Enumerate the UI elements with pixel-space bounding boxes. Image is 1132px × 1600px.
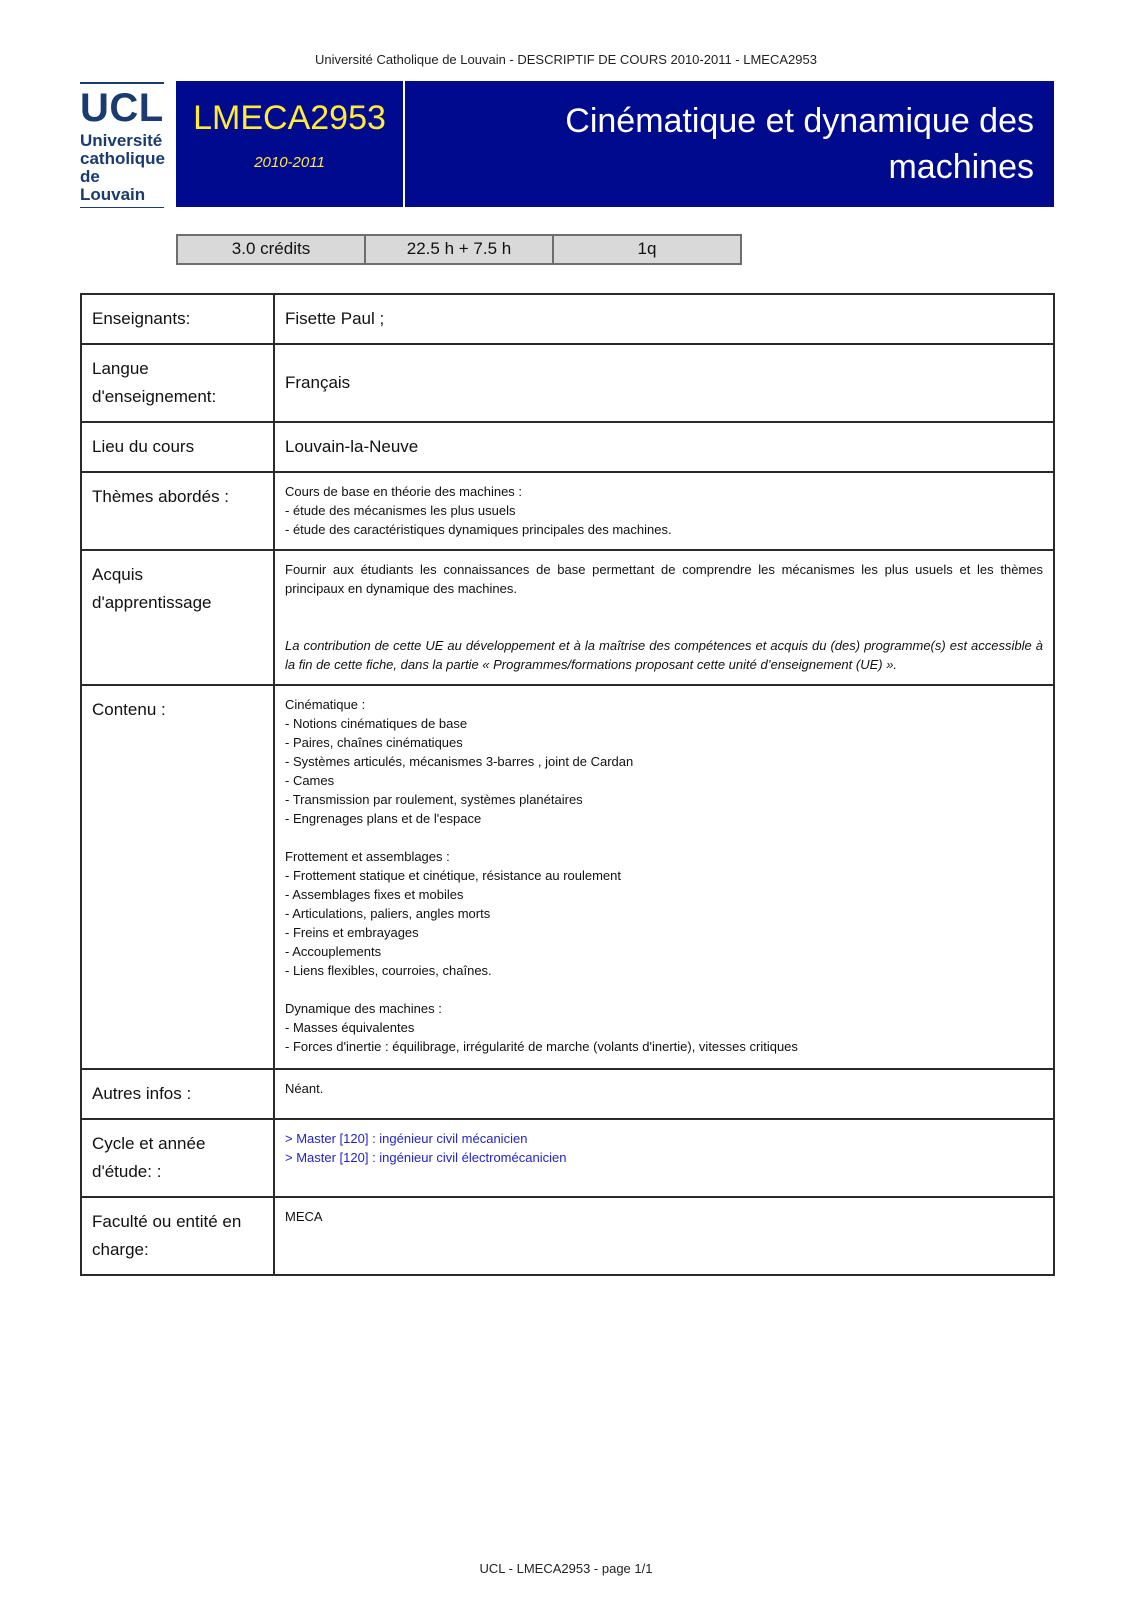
- acquis-text: Fournir aux étudiants les connaissances de base permettant de comprendre les mécanismes les plus usuels et les thèmes principaux en dynamique des machines.: [285, 562, 1043, 596]
- contenu-line: - Systèmes articulés, mécanismes 3-barres , joint de Cardan: [285, 754, 634, 769]
- value-lieu: Louvain-la-Neuve: [274, 422, 1054, 472]
- logo-rule-bottom: [80, 207, 164, 209]
- label-lieu: Lieu du cours: [81, 422, 274, 472]
- value-langue: Français: [274, 344, 1054, 422]
- logo-line-1: Université: [80, 130, 163, 150]
- logo-acronym: UCL: [80, 85, 164, 130]
- contenu-line: - Masses équivalentes: [285, 1020, 415, 1035]
- contenu-line: - Engrenages plans et de l'espace: [285, 811, 482, 826]
- value-enseignants: Fisette Paul ;: [274, 294, 1054, 344]
- course-title-box: [405, 81, 1054, 207]
- contenu-line: - Freins et embrayages: [285, 925, 419, 940]
- term-cell: 1q: [552, 234, 742, 265]
- contenu-line: Frottement et assemblages :: [285, 849, 450, 864]
- contenu-line: - Forces d'inertie : équilibrage, irrégularité de marche (volants d'inertie), vitesses critiques: [285, 1039, 798, 1054]
- contenu-line: - Paires, chaînes cinématiques: [285, 735, 463, 750]
- contenu-line: - Cames: [285, 773, 335, 788]
- course-info-table: [80, 293, 1055, 1276]
- label-acquis: Acquis d'apprentissage: [81, 550, 274, 685]
- contenu-line: - Notions cinématiques de base: [285, 716, 468, 731]
- value-themes: [274, 472, 1054, 550]
- contenu-line: - Accouplements: [285, 944, 382, 959]
- label-autres: Autres infos :: [81, 1069, 274, 1119]
- page-footer: UCL - LMECA2953 - page 1/1: [479, 1561, 653, 1576]
- course-banner: [176, 81, 1054, 207]
- contenu-line: - Assemblages fixes et mobiles: [285, 887, 464, 902]
- label-themes: Thèmes abordés :: [81, 472, 274, 550]
- logo-line-3: de Louvain: [80, 166, 146, 204]
- row-enseignants: [81, 294, 1054, 344]
- acquis-note: La contribution de cette UE au développement et à la maîtrise des compétences et acquis du (des) programme(s) est accessible à la fin de cette fiche, dans la partie « Programmes/formations proposant cette unité d’enseignement (UE) ».: [285, 638, 1043, 672]
- value-contenu: [274, 685, 1054, 1069]
- row-contenu: [81, 685, 1054, 1069]
- value-acquis: [274, 550, 1054, 685]
- row-lieu: [81, 422, 1054, 472]
- contenu-line: - Articulations, paliers, angles morts: [285, 906, 491, 921]
- logo-line-2: catholique: [80, 148, 166, 168]
- course-code-box: [176, 81, 405, 207]
- row-langue: [81, 344, 1054, 422]
- contenu-line: Dynamique des machines :: [285, 1001, 442, 1016]
- course-title: Cinématique et dynamique des machines: [565, 102, 1034, 186]
- label-contenu: Contenu :: [81, 685, 274, 1069]
- logo-text: [80, 132, 166, 204]
- value-faculte: MECA: [274, 1197, 1054, 1275]
- program-link[interactable]: > Master [120] : ingénieur civil électromécanicien: [285, 1150, 567, 1165]
- row-acquis: [81, 550, 1054, 685]
- themes-line: - étude des mécanismes les plus usuels: [285, 503, 516, 518]
- contenu-line: Cinématique :: [285, 697, 366, 712]
- contenu-line: - Transmission par roulement, systèmes planétaires: [285, 792, 583, 807]
- credits-cell: 3.0 crédits: [176, 234, 366, 265]
- label-enseignants: Enseignants:: [81, 294, 274, 344]
- row-themes: [81, 472, 1054, 550]
- row-cycle: [81, 1119, 1054, 1197]
- program-link[interactable]: > Master [120] : ingénieur civil mécanicien: [285, 1131, 528, 1146]
- ucl-logo: [80, 82, 166, 204]
- academic-year: 2010-2011: [254, 154, 325, 171]
- themes-line: Cours de base en théorie des machines :: [285, 484, 523, 499]
- label-cycle: Cycle et année d'étude: :: [81, 1119, 274, 1197]
- row-autres: [81, 1069, 1054, 1119]
- course-stats: [176, 234, 740, 265]
- contenu-line: - Liens flexibles, courroies, chaînes.: [285, 963, 492, 978]
- course-code: LMECA2953: [193, 99, 386, 137]
- logo-rule-top: [80, 82, 164, 84]
- label-langue: Langue d'enseignement:: [81, 344, 274, 422]
- contenu-line: - Frottement statique et cinétique, résistance au roulement: [285, 868, 622, 883]
- themes-line: - étude des caractéristiques dynamiques principales des machines.: [285, 522, 672, 537]
- row-faculte: [81, 1197, 1054, 1275]
- label-faculte: Faculté ou entité en charge:: [81, 1197, 274, 1275]
- hours-cell: 22.5 h + 7.5 h: [364, 234, 554, 265]
- page-header: Université Catholique de Louvain - DESCRIPTIF DE COURS 2010-2011 - LMECA2953: [315, 52, 817, 67]
- value-cycle: [274, 1119, 1054, 1197]
- value-autres: Néant.: [274, 1069, 1054, 1119]
